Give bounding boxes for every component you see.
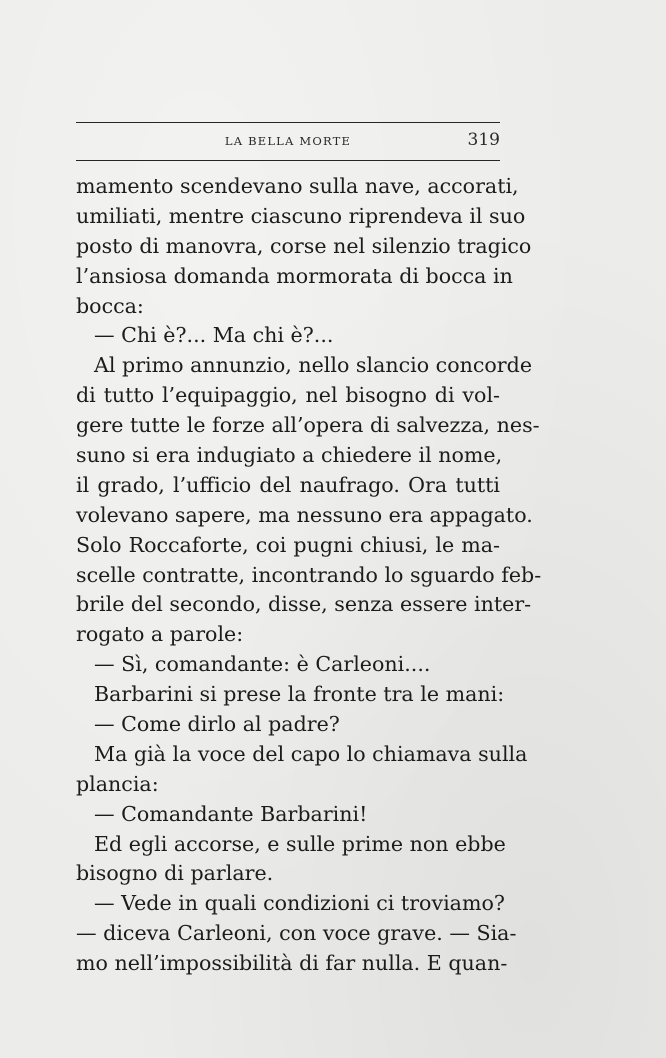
page-number: 319 <box>467 130 500 150</box>
running-head <box>76 130 500 154</box>
text-line: mamento scendevano sulla nave, accorati, <box>76 174 519 198</box>
text-line: bocca: <box>76 293 144 318</box>
text-line: — Vede in quali condizioni ci troviamo? <box>94 891 505 916</box>
text-line: Al primo annunzio, nello slancio concorde <box>94 353 533 378</box>
text-line: Ma già la voce del capo lo chiamava sulla <box>94 741 528 766</box>
text-line: Solo Roccaforte, coi pugni chiusi, le ma- <box>76 532 500 557</box>
text-line: — diceva Carleoni, con voce grave. — Sia- <box>76 921 517 946</box>
text-line: Ed egli accorse, e sulle prime non ebbe <box>94 831 506 856</box>
text-line: gere tutte le forze all’opera di salvezza, nes- <box>76 413 540 438</box>
text-line: bisogno di parlare. <box>76 861 274 886</box>
text-line: suno si era indugiato a chiedere il nome, <box>76 443 503 468</box>
text-line: umiliati, mentre ciascuno riprendeva il suo <box>76 203 526 228</box>
text-line: — Sì, comandante: è Carleoni.... <box>94 652 431 677</box>
text-line: plancia: <box>76 771 159 796</box>
text-line: — Come dirlo al padre? <box>94 712 340 737</box>
text-line: — Chi è?... Ma chi è?... <box>94 323 334 348</box>
text-line: rogato a parole: <box>76 622 244 647</box>
text-line: scelle contratte, incontrando lo sguardo feb- <box>76 562 542 587</box>
text-line: Barbarini si prese la fronte tra le mani: <box>94 682 505 707</box>
text-line: — Comandante Barbarini! <box>94 801 368 826</box>
text-line: il grado, l’ufficio del naufrago. Ora tutti <box>76 472 500 497</box>
text-line: mo nell’impossibilità di far nulla. E quan- <box>76 951 508 976</box>
text-line: volevano sapere, ma nessuno era appagato. <box>76 502 533 527</box>
body-text <box>76 172 542 979</box>
text-line: brile del secondo, disse, senza essere inter- <box>76 592 532 617</box>
header-rule-top <box>76 122 500 123</box>
text-line: l’ansiosa domanda mormorata di bocca in <box>76 263 513 288</box>
header-rule-bottom <box>76 160 500 161</box>
running-title: LA BELLA MORTE <box>224 134 352 148</box>
text-line: di tutto l’equipaggio, nel bisogno di vol- <box>76 383 500 408</box>
text-line: posto di manovra, corse nel silenzio tragico <box>76 233 532 258</box>
